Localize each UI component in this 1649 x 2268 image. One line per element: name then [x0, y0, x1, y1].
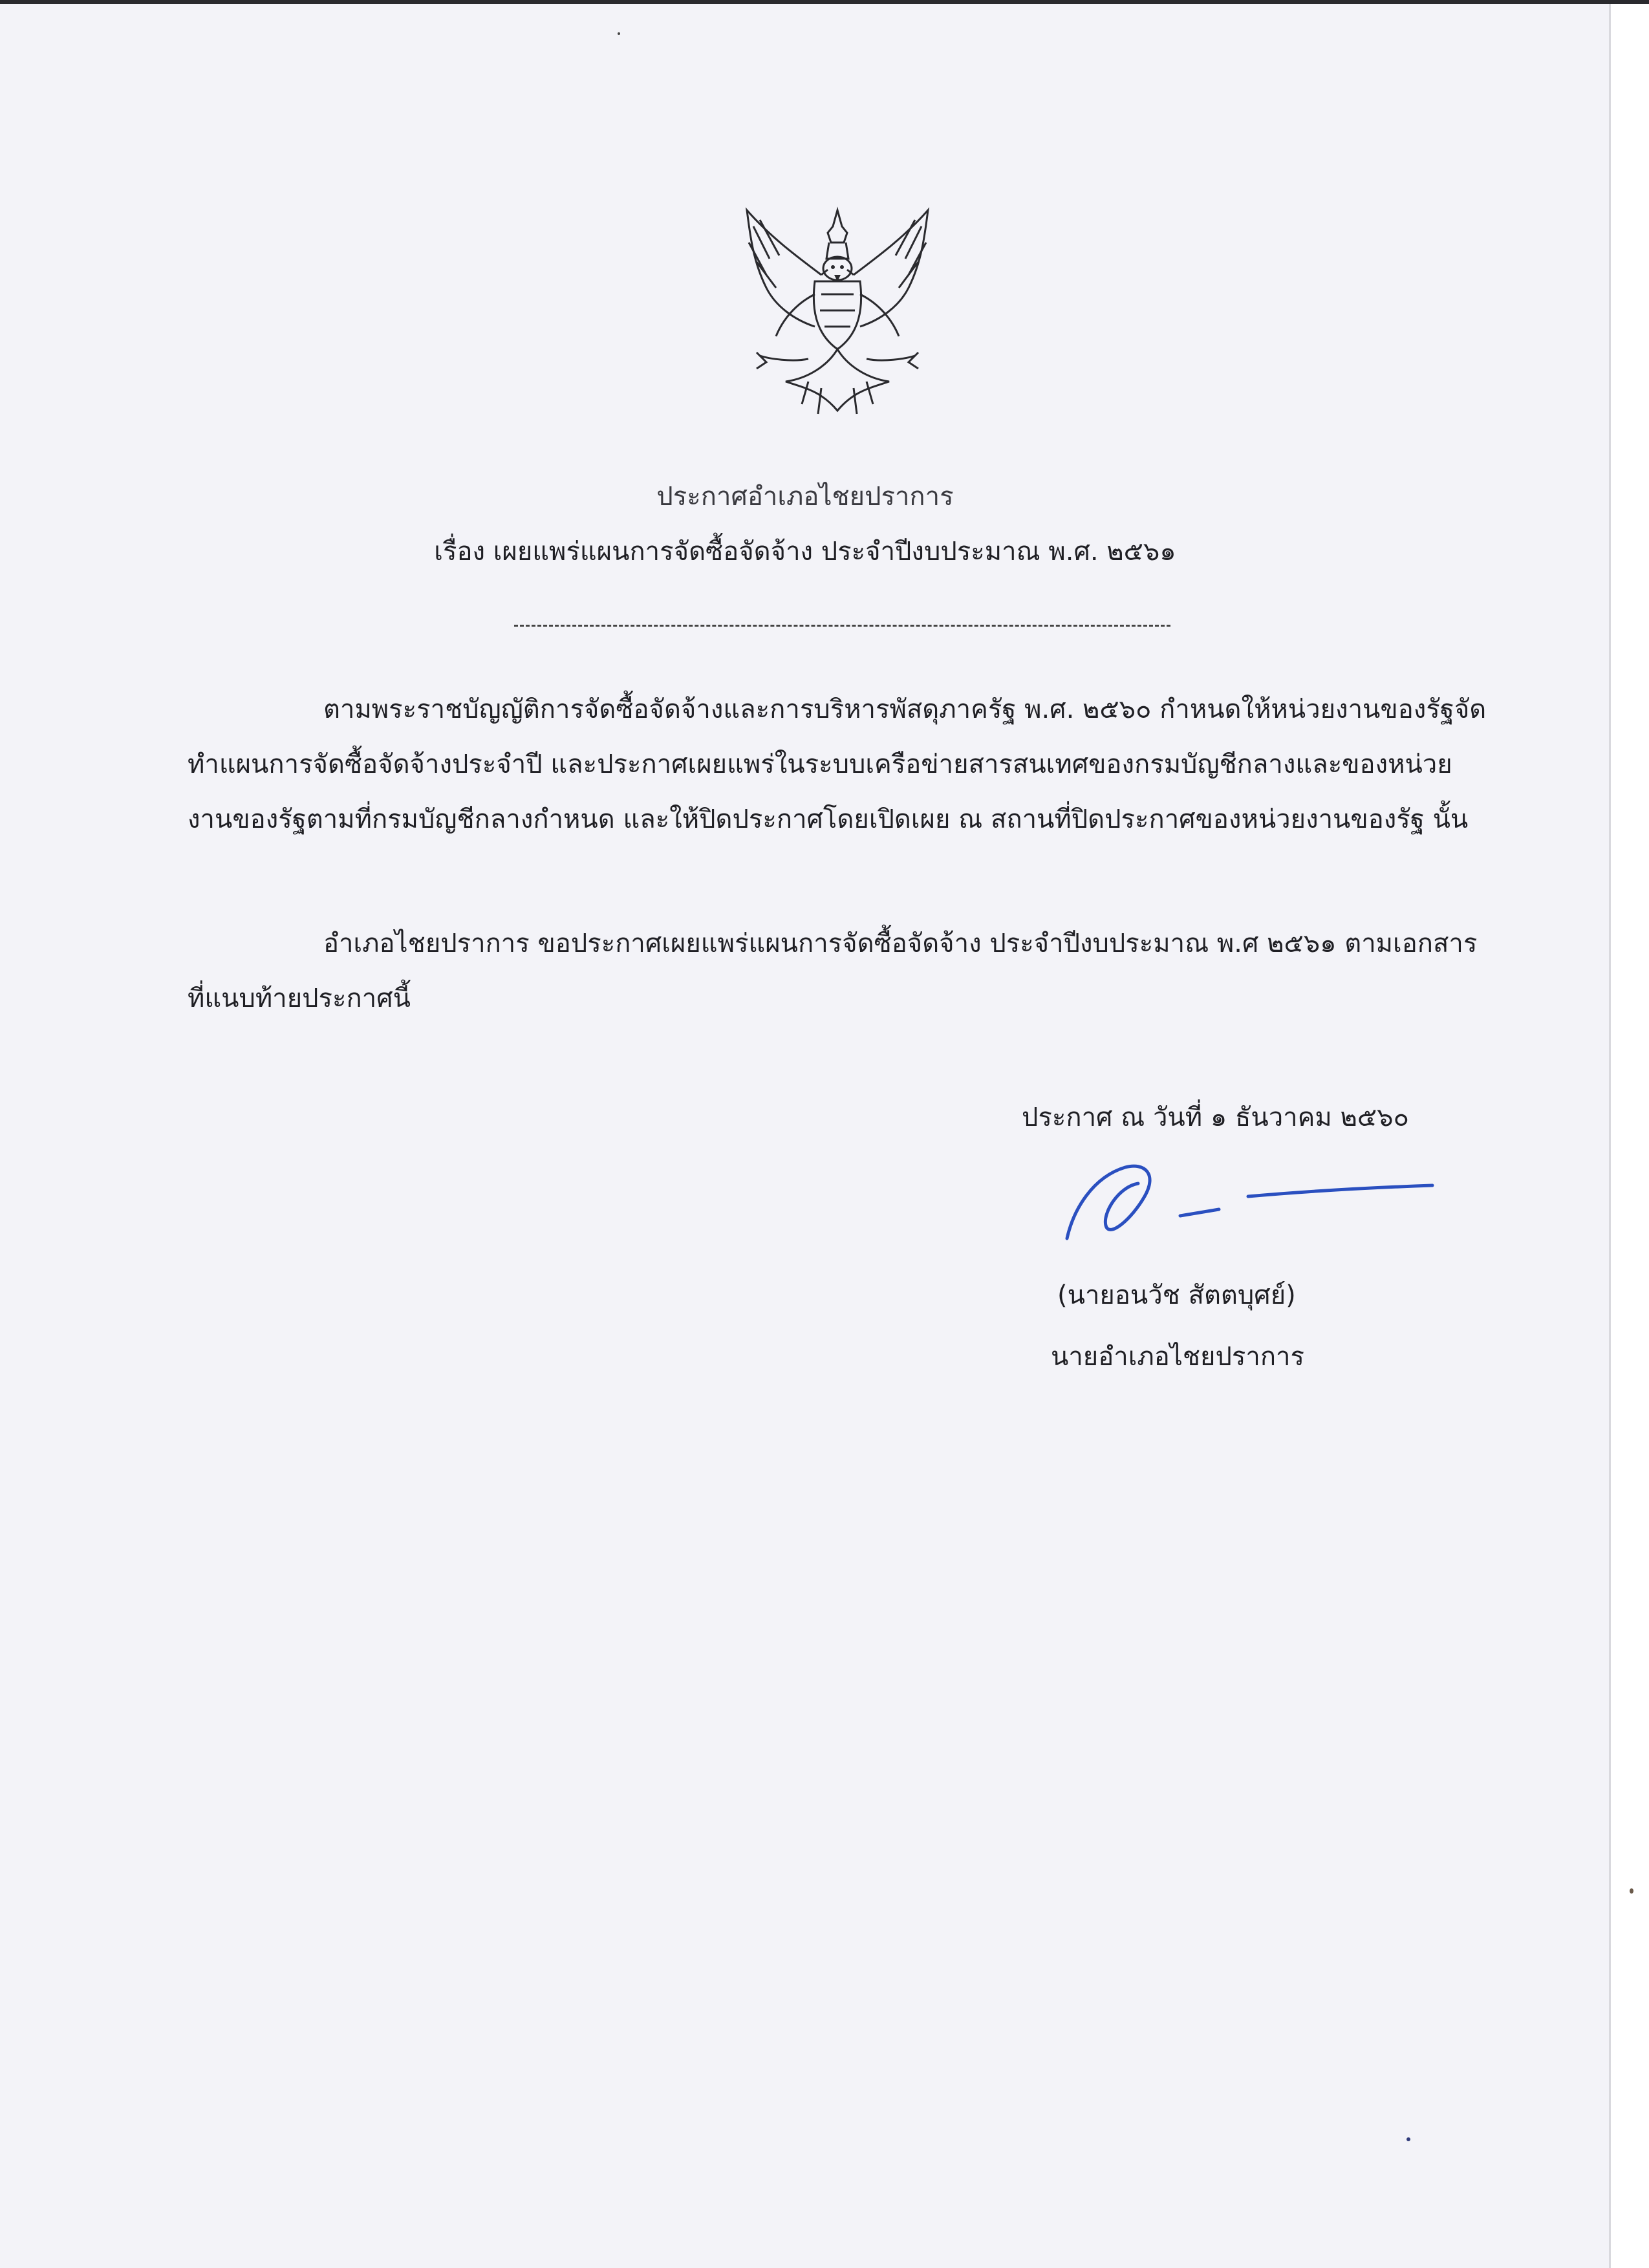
signer-title: นายอำเภอไชยปราการ [1051, 1342, 1304, 1372]
page-edge [1609, 0, 1649, 2268]
scan-speck [1406, 2137, 1410, 2141]
body-paragraph-2 [188, 916, 1494, 1026]
announcement-subject: เรื่อง เผยแพร่แผนการจัดซื้อจัดจ้าง ประจำปีงบประมาณ พ.ศ. ๒๕๖๑ [434, 537, 1176, 567]
body-paragraph-1 [188, 682, 1494, 847]
garuda-emblem-icon [731, 197, 944, 430]
body-paragraph-2-text: อำเภอไชยปราการ ขอประกาศเผยแพร่แผนการจัดซื้อจัดจ้าง ประจำปีงบประมาณ พ.ศ ๒๕๖๑ ตามเอกสารที่แนบท้ายประกาศนี้ [188, 929, 1478, 1013]
body-paragraph-1-text: ตามพระราชบัญญัติการจัดซื้อจัดจ้างและการบริหารพัสดุภาครัฐ พ.ศ. ๒๕๖๐ กำหนดให้หน่วยงานของรัฐจัดทำแผนการจัดซื้อจัดจ้างประจำปี และประกาศเผยแพร่ในระบบเครือข่ายสารสนเทศของกรมบัญชีกลางและของหน่วยงานของรัฐตามที่กรมบัญชีกลางกำหนด และให้ปิดประกาศโดยเปิดเผย ณ สถานที่ปิดประกาศของหน่วยงานของรัฐ นั้น [188, 695, 1487, 834]
announce-date: ประกาศ ณ วันที่ ๑ ธันวาคม ๒๕๖๐ [1022, 1103, 1409, 1132]
divider [514, 625, 1170, 627]
scan-speck [618, 32, 620, 35]
scan-top-edge [0, 0, 1649, 4]
signer-name: (นายอนวัช สัตตบุศย์) [1057, 1280, 1296, 1310]
scan-speck [1630, 1888, 1633, 1894]
announcement-heading: ประกาศอำเภอไชยปราการ [656, 482, 954, 512]
handwritten-signature [1054, 1148, 1442, 1261]
